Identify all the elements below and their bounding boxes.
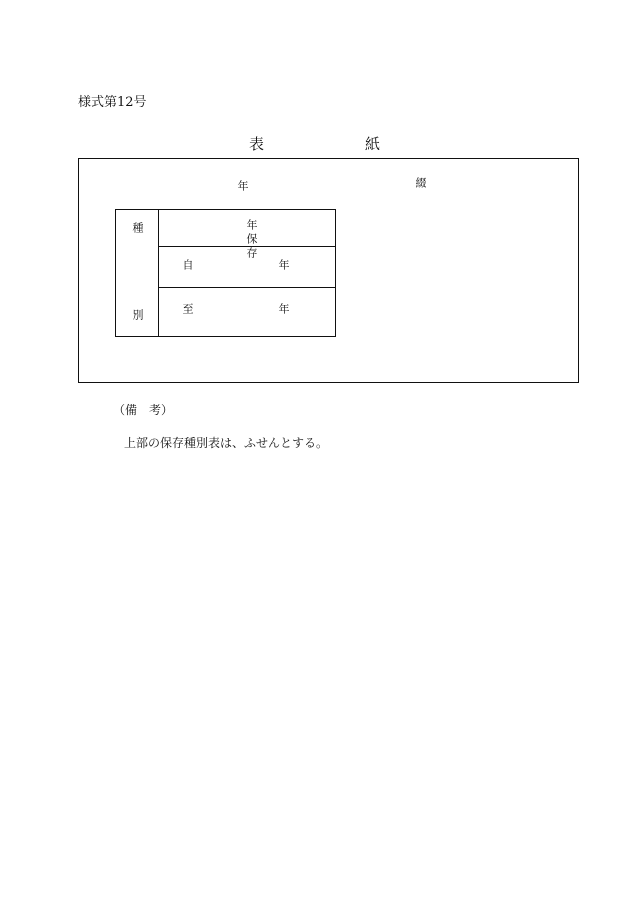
remarks-heading: （備 考） xyxy=(113,403,174,417)
remarks-text: 上部の保存種別表は、ふせんとする。 xyxy=(124,436,329,450)
retention-table xyxy=(115,209,336,337)
title-left-char: 表 xyxy=(249,135,265,153)
from-year-label: 年 xyxy=(277,259,290,270)
title-right-char: 紙 xyxy=(365,135,381,153)
from-label: 自 xyxy=(181,259,194,270)
retention-type-label: 種 xyxy=(131,222,144,233)
retention-period-label: 年保存 xyxy=(245,219,258,261)
form-number: 様式第12号 xyxy=(78,95,147,110)
retention-separate-label: 別 xyxy=(131,309,144,320)
cover-binder-label: 綴 xyxy=(414,177,427,188)
retention-table-divider-vertical xyxy=(158,209,159,337)
to-label: 至 xyxy=(181,303,194,314)
retention-table-divider-bottom xyxy=(158,287,336,288)
to-year-label: 年 xyxy=(277,303,290,314)
cover-year-label: 年 xyxy=(236,180,249,191)
